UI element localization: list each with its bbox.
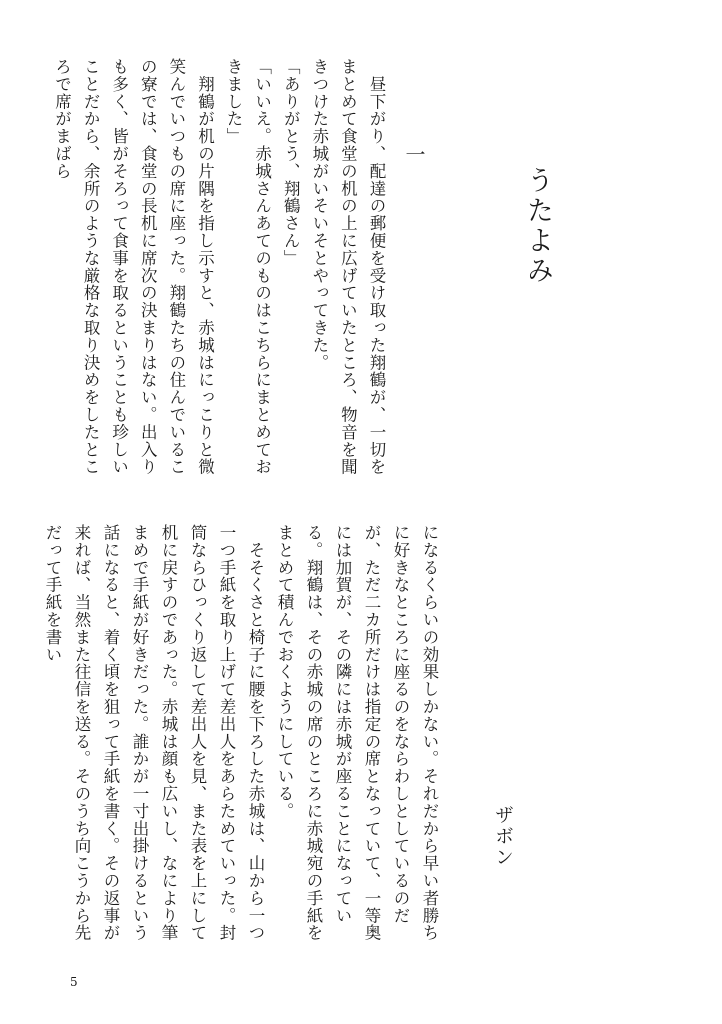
body-text-upper (52, 58, 390, 490)
page-number: 5 (70, 975, 78, 989)
paragraph: 昼下がり、配達の郵便を受け取った翔鶴が、一切をまとめて食堂の机の上に広げていたところ、物音を聞きつけた赤城がいそいそとやってきた。 (309, 58, 386, 476)
chapter-number: 一 (402, 144, 426, 164)
story-title: うたよみ (522, 166, 553, 286)
paragraph: そそくさと椅子に腰を下ろした赤城は、山から一つ一つ手紙を取り上げて差出人をあらためていった。封筒ならひっくり返して差出人を見、また表を上にして机に戻すのであった。赤城は顔も広いし、なにより筆まめで手紙が好きだった。誰かが一寸出掛けるという話になると、着く頃を狙って手紙を書く。その返事が来れば、当然また往信を送る。そのうち向こうから先だって手紙を書い (43, 524, 265, 942)
paragraph: になるくらいの効果しかない。それだから早い者勝ちに好きなところに座るのをならわしとしているのだが、ただ二カ所だけは指定の席となっていて、一等奥には加賀が、その隣には赤城が座ることになっている。翔鶴は、その赤城の席のところに赤城宛の手紙をまとめて積んでおくようにしている。 (275, 524, 439, 942)
paragraph: 「ありがとう、翔鶴さん」 (281, 58, 301, 267)
author-name: ザボン (492, 805, 514, 868)
paragraph: 翔鶴が机の片隅を指し示すと、赤城はにっこりと微笑んでいつもの席に座った。翔鶴たちの住んでいるこの寮では、食堂の長机に席次の決まりはない。出入りも多く、皆がそろって食事を取るということも珍しいことだから、余所のような厳格な取り決めをしたところで席がまばら (52, 58, 215, 476)
paragraph: 「いいえ。赤城さんあてのものはこちらにまとめておきました」 (224, 58, 272, 476)
body-text-lower (43, 524, 444, 956)
